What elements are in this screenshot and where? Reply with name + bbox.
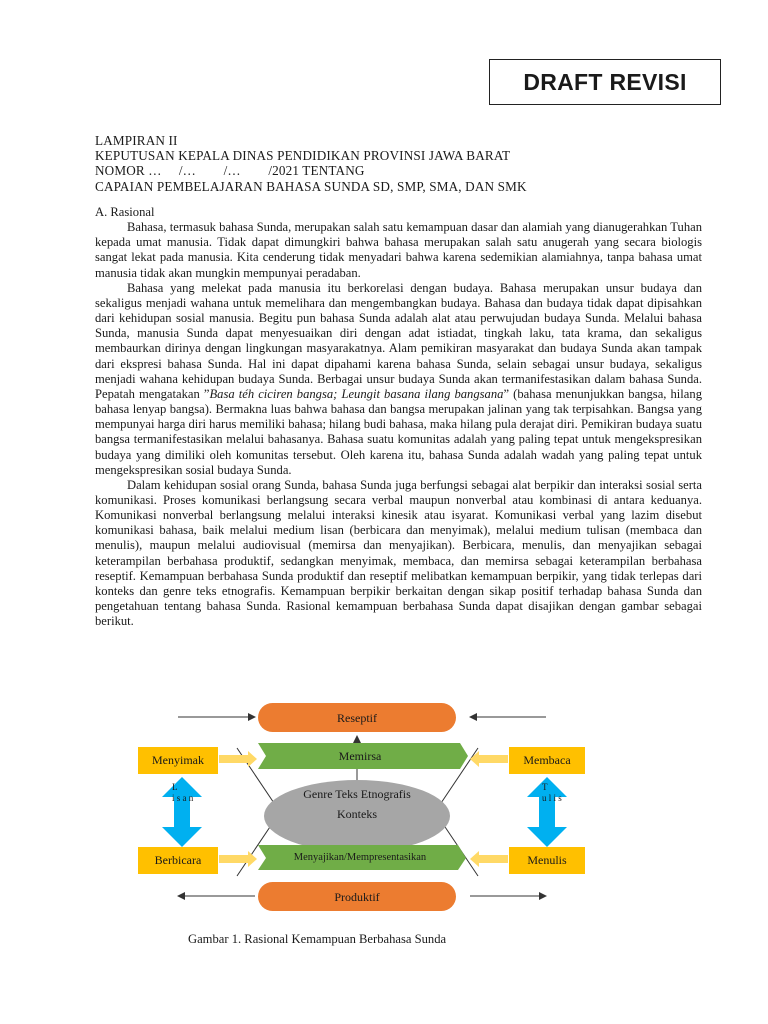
tulis-label: T u l i s [542, 782, 562, 803]
membaca-to-center-arrow [470, 751, 508, 767]
reseptif-label: Reseptif [337, 711, 377, 725]
paragraph-1: Bahasa, termasuk bahasa Sunda, merupakan salah satu kemampuan dasar dan alamiah yang dianugerahkan Tuhan kepada umat manusia. Tidak dapat dimungkiri bahwa bahasa merupakan salah satu anugerah yang secara biologis sangat lekat pada manusia. Kita cenderung tidak menyadari bahwa karena sedemikian alamiahnya, tanpa bahasa umat manusia tidak akan mungkin mempunyai peradaban. [95, 220, 702, 280]
figure-caption: Gambar 1. Rasional Kemampuan Berbahasa Sunda [188, 932, 447, 946]
section-heading: A. Rasional [95, 205, 155, 219]
konteks-label: Konteks [337, 807, 377, 821]
document-header [95, 133, 615, 194]
paragraph-2 [95, 281, 702, 478]
menyimak-label: Menyimak [152, 753, 204, 767]
produktif-label: Produktif [334, 890, 380, 904]
berbicara-label: Berbicara [154, 853, 202, 867]
header-line-keputusan: KEPUTUSAN KEPALA DINAS PENDIDIKAN PROVINSI JAWA BARAT [95, 148, 511, 164]
menyajikan-label: Menyajikan/Mempresentasikan [293, 852, 427, 863]
membaca-label: Membaca [523, 753, 571, 767]
menulis-to-center-arrow [470, 851, 508, 867]
section-rasional [95, 205, 702, 629]
memirsa-label: Memirsa [338, 749, 382, 763]
header-line-lampiran: LAMPIRAN II [95, 133, 178, 148]
paragraph-2-proverb: Basa téh ciciren bangsa; Leungit basana ilang bangsana [209, 386, 504, 401]
header-line-nomor: NOMOR … /… /… /2021 TENTANG [95, 163, 365, 179]
paragraph-3: Dalam kehidupan sosial orang Sunda, bahasa Sunda juga berfungsi sebagai alat berpikir dan interaksi sosial serta komunikasi. Proses komunikasi berlangsung secara verbal maupun nonverbal atau kombinasi di antara keduanya. Komunikasi nonverbal berlangsung melalui interaksi kinesik atau isyarat. Komunikasi verbal yang lazim disebut komunikasi bahasa, baik melalui medium lisan (berbicara dan menyimak), melalui medium tulisan (membaca dan menulis), maupun melalui audiovisual (memirsa dan menyajikan). Berbicara, menulis, dan menyajikan sebagai keterampilan berbahasa produktif, sedangkan menyimak, membaca, dan memirsa sebagai keterampilan berbahasa reseptif. Kemampuan berbahasa Sunda produktif dan reseptif melibatkan kemampuan berpikir, yang tidak terlepas dari konteks dan genre teks etnografis. Kemampuan berpikir berkaitan dengan sikap positif terhadap bahasa Sunda dan pengetahuan tentang bahasa Sunda. Rasional kemampuan berbahasa Sunda dapat disajikan dengan gambar sebagai berikut. [95, 477, 702, 629]
menulis-label: Menulis [527, 853, 567, 867]
header-line-capaian: CAPAIAN PEMBELAJARAN BAHASA SUNDA SD, SMP, SMA, DAN SMK [95, 178, 527, 194]
menyimak-to-center-arrow [219, 751, 257, 767]
paragraph-2-part-b: ” (bahasa menunjukkan bangsa, hilang bahasa lenyap bangsa). Bermakna luas bahwa bahasa dan bangsa merupakan jalinan yang tak terpisahkan. Bangsa yang mempunyai harga diri harus memiliki bahasa; hilang budi bahasa, maka hilang pula derajat diri. Pemikiran budaya suatu bangsa termanifestasikan melalui bahasanya. Bahasa suatu komunitas adalah yang paling tepat untuk mengekspresikan budaya yang dimiliki oleh komunitas tersebut. Oleh karena itu, bahasa Sunda adalah wadah yang paling tepat untuk mengekspresikan sosial budaya Sunda. [95, 386, 702, 477]
genre-label: Genre Teks Etnografis [303, 787, 411, 801]
paragraph-2-part-a: Bahasa yang melekat pada manusia itu berkorelasi dengan budaya. Bahasa merupakan unsur budaya dan sekaligus menjadi wahana untuk memelihara dan mengembangkan budaya. Bahasa dan budaya tidak dapat dipisahkan dari kehidupan sosial manusia. Begitu pun bahasa Sunda adalah alat atau perwujudan budaya Sunda. Melalui bahasa Sunda, manusia Sunda dapat menyesuaikan diri dengan adat istiadat, tingkah laku, tata krama, dan sekaligus membaurkan dirinya dengan lingkungan masyarakatnya. Alam pemikiran masyarakat dan budaya Sunda akan tampak dari ekspresi bahasa Sunda. Hal ini dapat dipahami karena bahasa Sunda, selain sebagai unsur budaya, sekaligus menjadi wahana kehidupan budaya Sunda. Berbagai unsur budaya Sunda akan termanifestasikan dalam bahasa Sunda. Pepatah mengatakan ” [95, 280, 702, 401]
berbicara-to-center-arrow [219, 851, 257, 867]
rasional-diagram [130, 700, 590, 915]
lisan-label: L i s a n [172, 782, 194, 803]
draft-revisi-label: DRAFT REVISI [489, 59, 721, 105]
